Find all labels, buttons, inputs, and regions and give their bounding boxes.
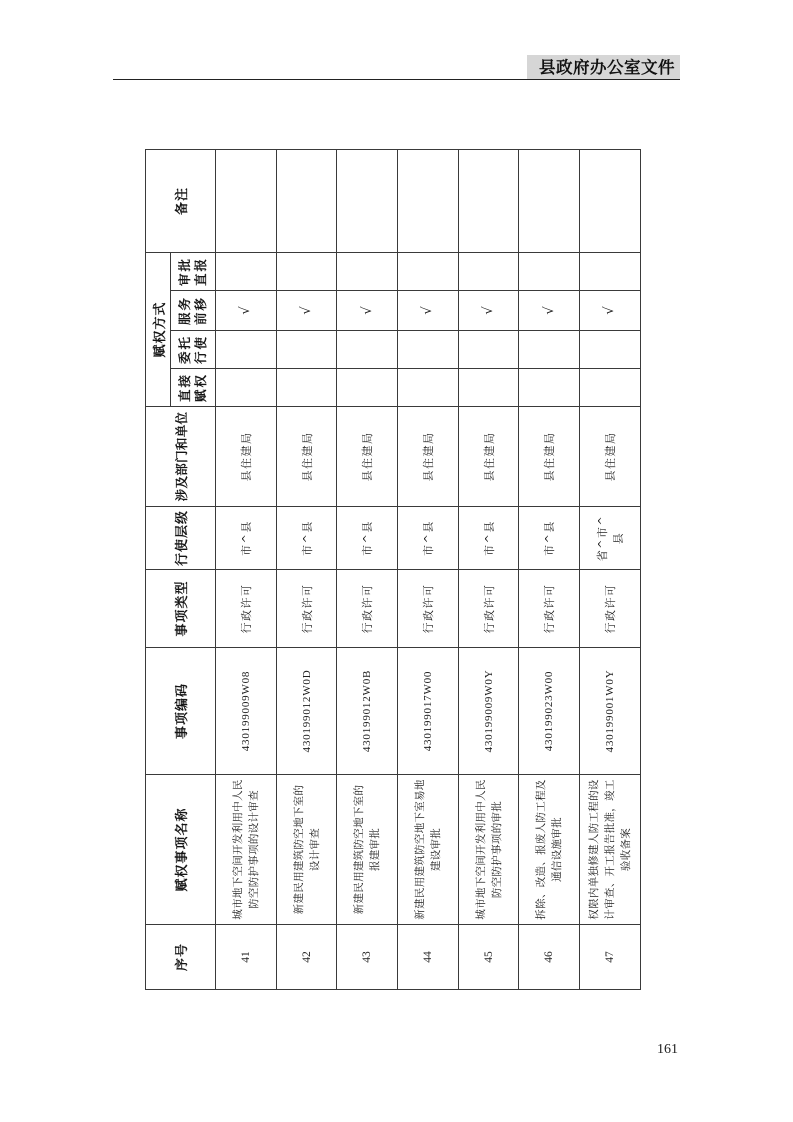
department-cell: 县住建局 <box>580 407 641 507</box>
item-name-line: 通信设施审批 <box>551 817 564 882</box>
header-exercise-level: 行使层级 <box>146 507 216 570</box>
remark-cell <box>216 149 277 252</box>
item-name-line: 计审查、开工报告批准，竣工 <box>603 779 616 920</box>
department-cell: 县住建局 <box>276 407 337 507</box>
header-department: 涉及部门和单位 <box>146 407 216 507</box>
item-name-line: 权限内单独修建人防工程的设 <box>587 779 600 920</box>
header-remark: 备注 <box>146 149 216 252</box>
item-type-cell: 行政许可 <box>580 570 641 648</box>
remark-cell <box>580 149 641 252</box>
page-number: 161 <box>657 1042 678 1057</box>
remark-cell <box>276 149 337 252</box>
item-code-cell: 430199001W0Y <box>580 648 641 775</box>
service-forward-cell: √ <box>580 291 641 331</box>
item-code-cell: 430199012W0B <box>337 648 398 775</box>
seq-cell: 42 <box>276 925 337 990</box>
table-row <box>519 149 580 989</box>
approval-direct-report-cell <box>276 252 337 290</box>
exercise-level-cell: 市^县 <box>337 507 398 570</box>
service-forward-cell: √ <box>337 291 398 331</box>
item-code-cell: 430199012W0D <box>276 648 337 775</box>
exercise-level-cell: 市^县 <box>519 507 580 570</box>
direct-grant-cell <box>398 369 459 407</box>
entrusted-exercise-cell <box>216 331 277 369</box>
item-type-cell: 行政许可 <box>519 570 580 648</box>
approval-direct-report-cell <box>580 252 641 290</box>
item-name-line: 防空防护事项的审批 <box>490 800 503 899</box>
table-header-row <box>146 149 171 989</box>
header-service-forward: 服务前移 <box>171 291 216 331</box>
table-row <box>216 149 277 989</box>
item-code-cell: 430199023W00 <box>519 648 580 775</box>
remark-cell <box>458 149 519 252</box>
item-code-cell: 430199009W08 <box>216 648 277 775</box>
item-name-line: 拆除、改造、报废人防工程及 <box>535 779 548 920</box>
table-row <box>458 149 519 989</box>
entrusted-exercise-cell <box>519 331 580 369</box>
header-grant-method: 赋权方式 <box>146 252 171 406</box>
item-name-line: 验收备案 <box>619 827 632 872</box>
header-divider <box>113 79 680 80</box>
item-type-cell: 行政许可 <box>337 570 398 648</box>
service-forward-cell: √ <box>276 291 337 331</box>
item-name-line: 新建民用建筑防空地下室易地 <box>413 779 426 920</box>
item-name-cell <box>398 775 459 925</box>
entrusted-exercise-cell <box>580 331 641 369</box>
item-name-line: 城市地下空间开发利用中人民 <box>474 779 487 920</box>
direct-grant-cell <box>276 369 337 407</box>
department-cell: 县住建局 <box>458 407 519 507</box>
table-row <box>276 149 337 989</box>
seq-cell: 44 <box>398 925 459 990</box>
approval-direct-report-cell <box>398 252 459 290</box>
department-cell: 县住建局 <box>519 407 580 507</box>
entrusted-exercise-cell <box>398 331 459 369</box>
seq-cell: 46 <box>519 925 580 990</box>
direct-grant-cell <box>519 369 580 407</box>
exercise-level-cell: 市^县 <box>216 507 277 570</box>
item-code-cell: 430199009W0Y <box>458 648 519 775</box>
entrusted-exercise-cell <box>276 331 337 369</box>
header-direct-grant: 直接赋权 <box>171 369 216 407</box>
service-forward-cell: √ <box>519 291 580 331</box>
table-row <box>337 149 398 989</box>
table-row <box>580 149 641 989</box>
service-forward-cell: √ <box>458 291 519 331</box>
item-name-line: 报建审批 <box>369 827 382 872</box>
direct-grant-cell <box>580 369 641 407</box>
remark-cell <box>337 149 398 252</box>
item-name-line: 新建民用建筑防空地下室的 <box>292 784 305 915</box>
direct-grant-cell <box>337 369 398 407</box>
item-name-cell <box>337 775 398 925</box>
table-row <box>398 149 459 989</box>
header-item-type: 事项类型 <box>146 570 216 648</box>
exercise-level-cell: 市^县 <box>398 507 459 570</box>
item-name-line: 新建民用建筑防空地下室的 <box>353 784 366 915</box>
approval-direct-report-cell <box>337 252 398 290</box>
service-forward-cell: √ <box>398 291 459 331</box>
entrusted-exercise-cell <box>458 331 519 369</box>
document-header-title: 县政府办公室文件 <box>527 55 680 80</box>
seq-cell: 41 <box>216 925 277 990</box>
item-type-cell: 行政许可 <box>398 570 459 648</box>
item-name-cell <box>458 775 519 925</box>
exercise-level-cell: 市^县 <box>276 507 337 570</box>
seq-cell: 45 <box>458 925 519 990</box>
item-name-cell <box>216 775 277 925</box>
item-code-cell: 430199017W00 <box>398 648 459 775</box>
header-item-code: 事项编码 <box>146 648 216 775</box>
item-name-cell <box>519 775 580 925</box>
item-name-line: 设计审查 <box>308 827 321 872</box>
remark-cell <box>519 149 580 252</box>
seq-cell: 47 <box>580 925 641 990</box>
item-name-cell <box>276 775 337 925</box>
approval-direct-report-cell <box>458 252 519 290</box>
header-approval-direct-report: 审批直报 <box>171 252 216 290</box>
item-type-cell: 行政许可 <box>276 570 337 648</box>
department-cell: 县住建局 <box>216 407 277 507</box>
direct-grant-cell <box>458 369 519 407</box>
grant-table-frame <box>145 150 640 990</box>
item-name-line: 防空防护事项的设计审查 <box>247 790 260 909</box>
grant-items-table <box>145 149 641 990</box>
header-item-name: 赋权事项名称 <box>146 775 216 925</box>
remark-cell <box>398 149 459 252</box>
service-forward-cell: √ <box>216 291 277 331</box>
exercise-level-cell: 省^市^县 <box>580 507 641 570</box>
department-cell: 县住建局 <box>398 407 459 507</box>
item-name-line: 建设审批 <box>429 827 442 872</box>
exercise-level-cell: 市^县 <box>458 507 519 570</box>
rotated-table-container <box>145 150 640 990</box>
item-name-line: 城市地下空间开发利用中人民 <box>231 779 244 920</box>
department-cell: 县住建局 <box>337 407 398 507</box>
entrusted-exercise-cell <box>337 331 398 369</box>
item-type-cell: 行政许可 <box>458 570 519 648</box>
approval-direct-report-cell <box>216 252 277 290</box>
item-name-cell <box>580 775 641 925</box>
header-entrusted-exercise: 委托行使 <box>171 331 216 369</box>
direct-grant-cell <box>216 369 277 407</box>
item-type-cell: 行政许可 <box>216 570 277 648</box>
seq-cell: 43 <box>337 925 398 990</box>
approval-direct-report-cell <box>519 252 580 290</box>
header-seq: 序号 <box>146 925 216 990</box>
